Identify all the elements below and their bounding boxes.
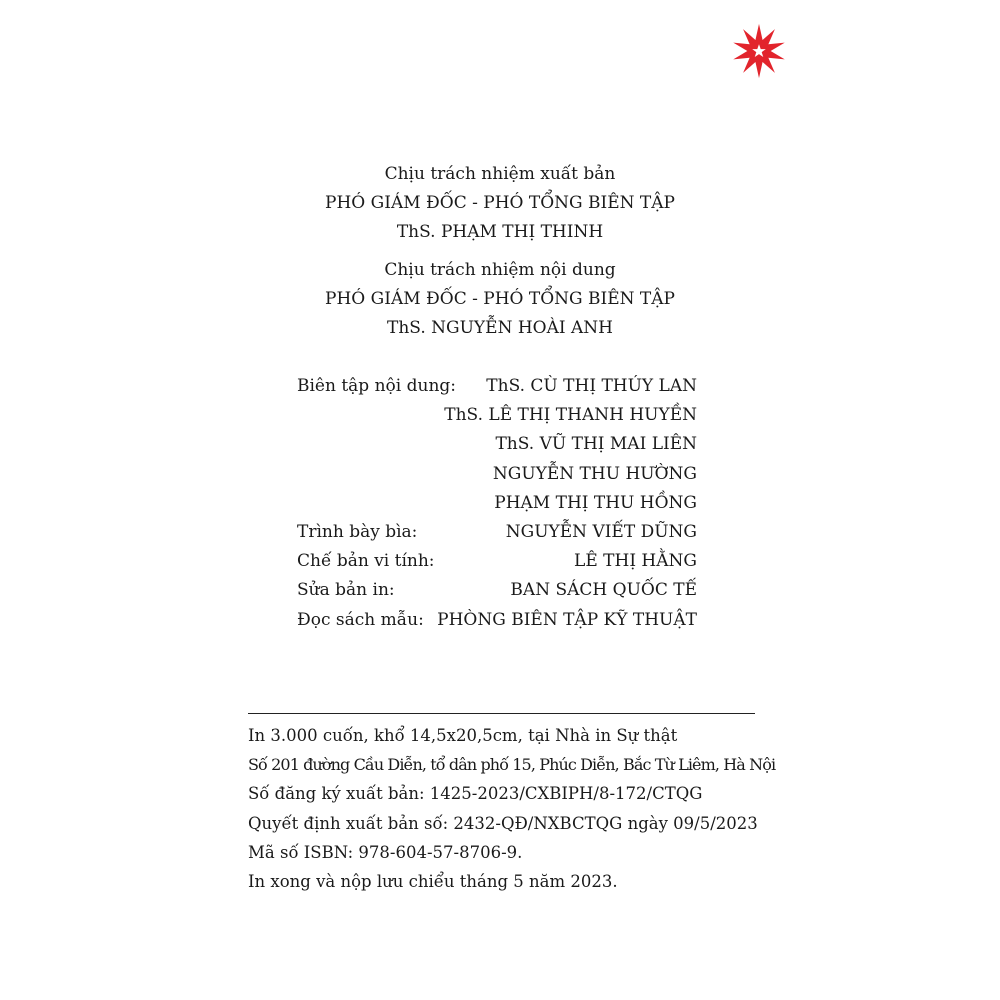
credit-role: Sửa bản in:: [297, 580, 395, 601]
credit-row: [297, 401, 697, 430]
content-responsibility-position: PHÓ GIÁM ĐỐC - PHÓ TỔNG BIÊN TẬP: [325, 289, 675, 309]
credit-row: [297, 460, 697, 489]
credit-row: [297, 489, 697, 518]
publishing-responsibility: [0, 160, 1000, 247]
imprint-registration: Số đăng ký xuất bản: 1425-2023/CXBIPH/8-172/CTQG: [248, 784, 703, 804]
publishing-responsibility-heading: Chịu trách nhiệm xuất bản: [384, 164, 616, 184]
imprint-isbn: Mã số ISBN: 978-604-57-8706-9.: [248, 842, 523, 862]
imprint-block: [248, 721, 808, 896]
credit-row: [297, 518, 697, 547]
credit-role: Biên tập nội dung:: [297, 376, 457, 396]
credit-name: NGUYỄN THU HƯỜNG: [492, 463, 697, 484]
imprint-divider: [248, 713, 755, 714]
credit-row: [297, 547, 697, 576]
credit-role: Trình bày bìa:: [297, 521, 418, 542]
credit-row: [297, 430, 697, 459]
credit-name: BAN SÁCH QUỐC TẾ: [510, 580, 697, 601]
content-responsibility-name: ThS. NGUYỄN HOÀI ANH: [387, 318, 613, 338]
credit-name: LÊ THỊ HẰNG: [574, 551, 697, 572]
imprint-completed: In xong và nộp lưu chiểu tháng 5 năm 2023.: [248, 871, 618, 891]
imprint-address: Số 201 đường Cầu Diễn, tổ dân phố 15, Phúc Diễn, Bắc Từ Liêm, Hà Nội: [248, 755, 776, 775]
credit-name: ThS. VŨ THỊ MAI LIÊN: [495, 434, 697, 455]
imprint-print-run: In 3.000 cuốn, khổ 14,5x20,5cm, tại Nhà in Sự thật: [248, 726, 678, 745]
imprint-decision: Quyết định xuất bản số: 2432-QĐ/NXBCTQG ngày 09/5/2023: [248, 813, 758, 833]
credit-role: Đọc sách mẫu:: [297, 609, 424, 630]
credit-name: PHÒNG BIÊN TẬP KỸ THUẬT: [437, 609, 697, 630]
credit-row: [297, 372, 697, 401]
publishing-responsibility-position: PHÓ GIÁM ĐỐC - PHÓ TỔNG BIÊN TẬP: [325, 193, 675, 213]
credit-row: [297, 576, 697, 605]
credit-name: ThS. LÊ THỊ THANH HUYỀN: [444, 405, 697, 426]
credits-list: [297, 372, 697, 635]
credit-row: [297, 606, 697, 635]
credit-role: Chế bản vi tính:: [297, 551, 435, 572]
publishing-responsibility-name: ThS. PHẠM THỊ THINH: [396, 222, 604, 242]
content-responsibility: [0, 256, 1000, 343]
publisher-star-logo-icon: [730, 22, 788, 80]
credit-name: ThS. CÙ THỊ THÚY LAN: [486, 376, 697, 396]
credit-name: PHẠM THỊ THU HỒNG: [494, 492, 697, 513]
content-responsibility-heading: Chịu trách nhiệm nội dung: [384, 260, 616, 280]
credit-name: NGUYỄN VIẾT DŨNG: [505, 521, 697, 542]
